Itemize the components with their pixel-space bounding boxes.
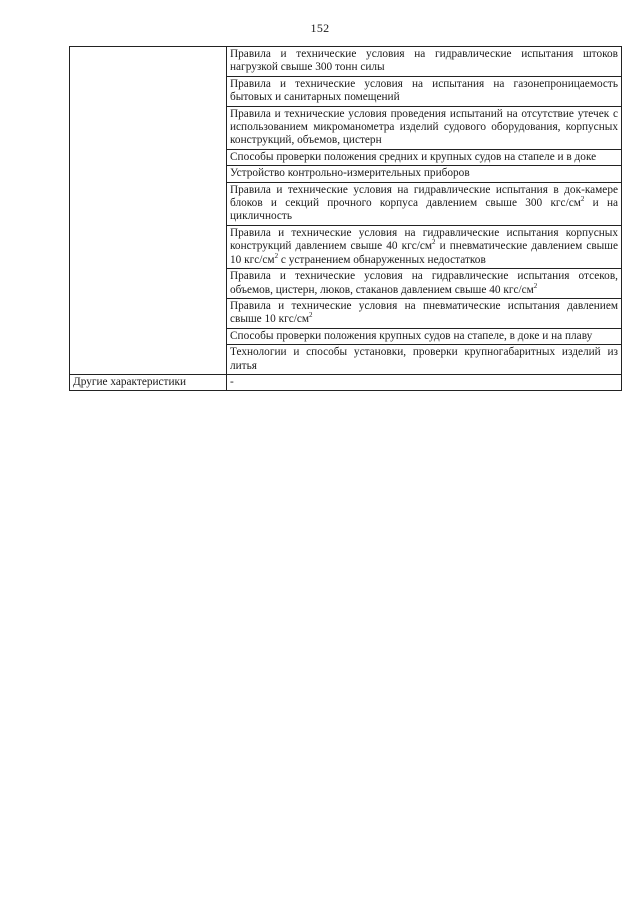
table-row xyxy=(70,374,622,390)
left-empty-cell xyxy=(70,47,227,375)
other-characteristics-value: - xyxy=(227,374,622,390)
superscript: 2 xyxy=(533,281,538,290)
table-cell: Способы проверки положения средних и крупных судов на стапеле и в доке xyxy=(227,149,622,165)
requirements-table xyxy=(69,46,622,391)
cell-text: и на цикличность xyxy=(230,197,618,223)
other-characteristics-label: Другие характеристики xyxy=(70,374,227,390)
page-number: 152 xyxy=(310,21,330,35)
table-cell: Правила и технические условия на испытания на газонепроницаемость бытовых и санитарных помещений xyxy=(227,76,622,106)
table-cell xyxy=(227,269,622,299)
table-cell xyxy=(227,182,622,225)
cell-text: и пневматические давлением свыше 10 кгс/см xyxy=(230,240,618,266)
cell-text: Правила и технические условия на гидравлические испытания отсеков, объемов, цистерн, люков, стаканов давлением свыше 40 кгс/см xyxy=(230,270,618,296)
cell-text: Правила и технические условия на пневматические испытания давлением свыше 10 кгс/см xyxy=(230,299,618,326)
table-cell: Правила и технические условия проведения испытаний на отсутствие утечек с использованием микроманометра изделий судового оборудования, корпусных конструкций, объемов, цистерн xyxy=(227,106,622,149)
cell-text: с устранением обнаруженных недостатков xyxy=(278,253,486,266)
cell-text: Правила и технические условия на гидравлические испытания корпусных конструкций давлением свыше 40 кгс/см xyxy=(230,226,618,253)
table-cell xyxy=(227,225,622,268)
table-cell: Правила и технические условия на гидравлические испытания штоков нагрузкой свыше 300 тонн силы xyxy=(227,47,622,77)
superscript: 2 xyxy=(274,251,279,260)
table-cell: Устройство контрольно-измерительных приборов xyxy=(227,166,622,182)
table-cell: Технологии и способы установки, проверки крупногабаритных изделий из литья xyxy=(227,345,622,375)
table-row xyxy=(70,47,622,77)
table-cell xyxy=(227,298,622,328)
superscript: 2 xyxy=(432,238,436,247)
superscript: 2 xyxy=(309,311,313,320)
table-cell: Способы проверки положения крупных судов на стапеле, в доке и на плаву xyxy=(227,328,622,344)
cell-text: Правила и технические условия на гидравлические испытания в док-камере блоков и секций прочного корпуса давлением свыше 300 кгс/см xyxy=(230,183,618,210)
superscript: 2 xyxy=(580,195,585,204)
